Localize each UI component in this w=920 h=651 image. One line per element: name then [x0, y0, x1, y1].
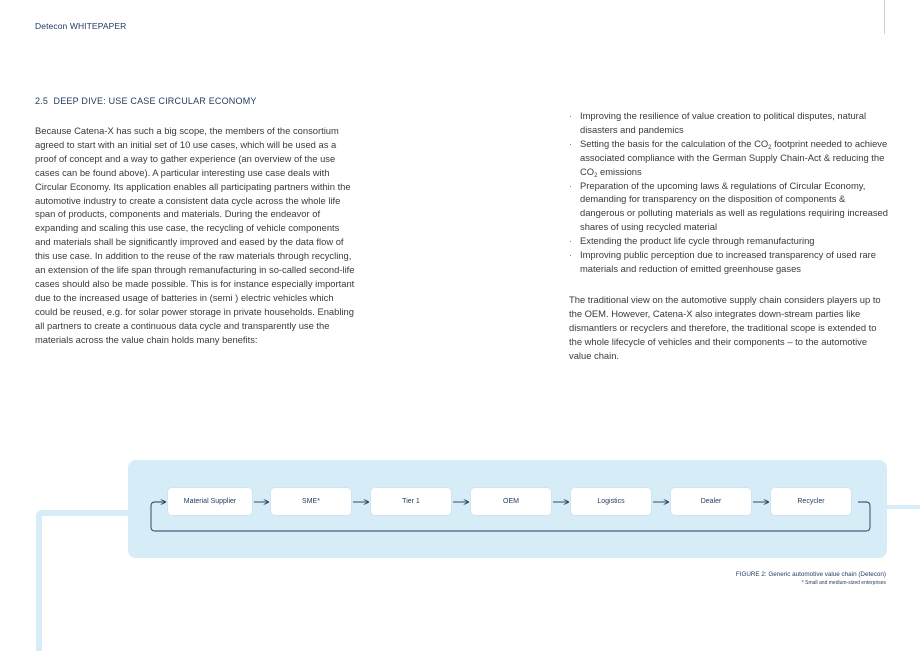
cycle-return-line [151, 502, 870, 531]
list-item: · Extending the product life cycle through remanufacturing [569, 234, 891, 248]
section-number: 2.5 [35, 96, 49, 106]
right-column-paragraph: The traditional view on the automotive supply chain considers players up to the OEM. However, Catena-X also integrates down-stream parties like dismantlers or recyclers and therefore, the traditional scope is extended to the whole lifecycle of vehicles and their components – to the automotive value chain. [569, 293, 881, 361]
co2-text-1: Setting the basis for the calculation of the CO [580, 137, 769, 149]
node-logistics: Logistics [571, 488, 651, 515]
co2-text-3: emissions [597, 165, 642, 177]
section-title-text: DEEP DIVE: USE CASE CIRCULAR ECONOMY [53, 96, 257, 106]
node-oem: OEM [471, 488, 551, 515]
co2-text-2: footprint needed to achieve associated compliance with the German Supply Chain-Act & reducing the CO [580, 137, 888, 177]
co2-subscript: 2 [768, 144, 772, 151]
node-recycler: Recycler [771, 488, 851, 515]
node-sme: SME* [271, 488, 351, 515]
co2-subscript: 2 [594, 172, 598, 179]
list-item: · Improving public perception due to increased transparency of used rare materials and reduction of emitted greenhouse gases [569, 248, 891, 276]
header-brand: Detecon WHITEPAPER [35, 21, 127, 31]
node-material-supplier: Material Supplier [168, 488, 252, 515]
node-dealer: Dealer [671, 488, 751, 515]
list-item: · Preparation of the upcoming laws & regulations of Circular Economy, demanding for transparency on the disposition of components & dangerous or polluting materials as well as regulations requiring increased shares of using recycled material [569, 179, 891, 235]
figure-caption: FIGURE 2: Generic automotive value chain (Detecon) [735, 571, 886, 578]
left-column-paragraph: Because Catena-X has such a big scope, the members of the consortium agreed to start with an initial set of 10 use cases, which will be used as a proof of concept and a way to gather experience (an overview of the use cases can be found above). A particular interesting use case deals with Circular Economy. Its application enables all participating partners within the automotive industry to create a consistent data cycle across the whole life span of products, components and materials. During the endeavor of expanding and scaling this use case, the recycling of vehicle components and materials shall be significantly improved and eased by the data flow of this use case. In addition to the reuse of the raw materials through recycling, an extension of the life span through remanufacturing in so-called second-life cases should also be made possible. This is for instance especially important due to the increased usage of batteries in (semi ) electric vehicles which could be reused, e.g. for solar power storage in private households. Enabling all partners to create a continuous data cycle and transparently use the materials across the value chain holds many benefits: [35, 125, 355, 345]
list-item: · Improving the resilience of value creation to political disputes, natural disasters and pandemics [569, 109, 891, 137]
node-tier-1: Tier 1 [371, 488, 451, 515]
figure-footnote: * Small and medium-sized enterprises [801, 580, 886, 586]
